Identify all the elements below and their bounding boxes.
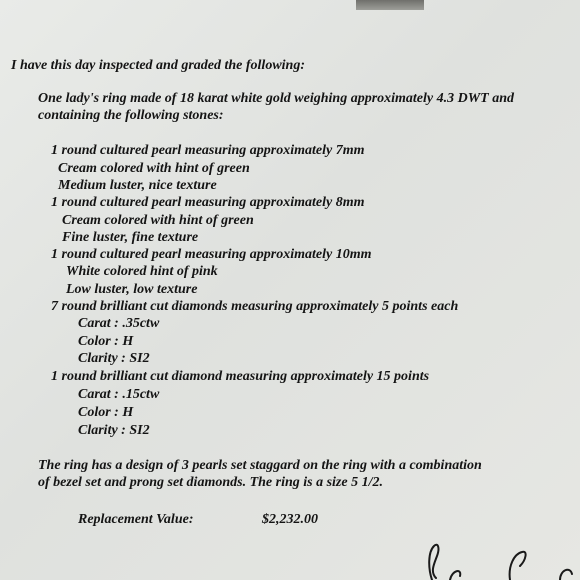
- ring-description-line-1: One lady's ring made of 18 karat white gold weighing approximately 4.3 DWT and: [38, 91, 515, 106]
- stone-line: Cream colored with hint of green: [62, 213, 254, 228]
- stone-line: 1 round brilliant cut diamond measuring approximately 15 points: [51, 369, 430, 384]
- stone-line: 7 round brilliant cut diamonds measuring approximately 5 points each: [51, 299, 459, 314]
- stone-line: Low luster, low texture: [66, 282, 198, 297]
- stone-line: Carat : .35ctw: [78, 316, 160, 331]
- stone-line: 1 round cultured pearl measuring approximately 10mm: [51, 247, 372, 262]
- ring-description-line-2: containing the following stones:: [38, 108, 224, 123]
- stone-line: Clarity : SI2: [78, 351, 150, 366]
- design-summary-line-1: The ring has a design of 3 pearls set staggard on the ring with a combination: [38, 458, 482, 473]
- replacement-value-label: Replacement Value:: [78, 512, 194, 527]
- stone-line: Color : H: [78, 334, 134, 349]
- intro-text: I have this day inspected and graded the following:: [11, 58, 305, 73]
- stone-line: Fine luster, fine texture: [62, 230, 199, 245]
- design-summary-line-2: of bezel set and prong set diamonds. The ring is a size 5 1/2.: [38, 475, 383, 490]
- stone-line: Color : H: [78, 405, 134, 420]
- stone-line: Medium luster, nice texture: [58, 178, 217, 193]
- stone-line: 1 round cultured pearl measuring approximately 7mm: [51, 143, 365, 158]
- stone-line: Carat : .15ctw: [78, 387, 160, 402]
- stone-line: White colored hint of pink: [66, 264, 218, 279]
- replacement-value-amount: $2,232.00: [262, 512, 318, 527]
- stone-line: 1 round cultured pearl measuring approximately 8mm: [51, 195, 365, 210]
- signature-image: [410, 538, 580, 580]
- stone-line: Cream colored with hint of green: [58, 161, 250, 176]
- photo-edge-strip: [356, 0, 424, 10]
- stone-line: Clarity : SI2: [78, 423, 150, 438]
